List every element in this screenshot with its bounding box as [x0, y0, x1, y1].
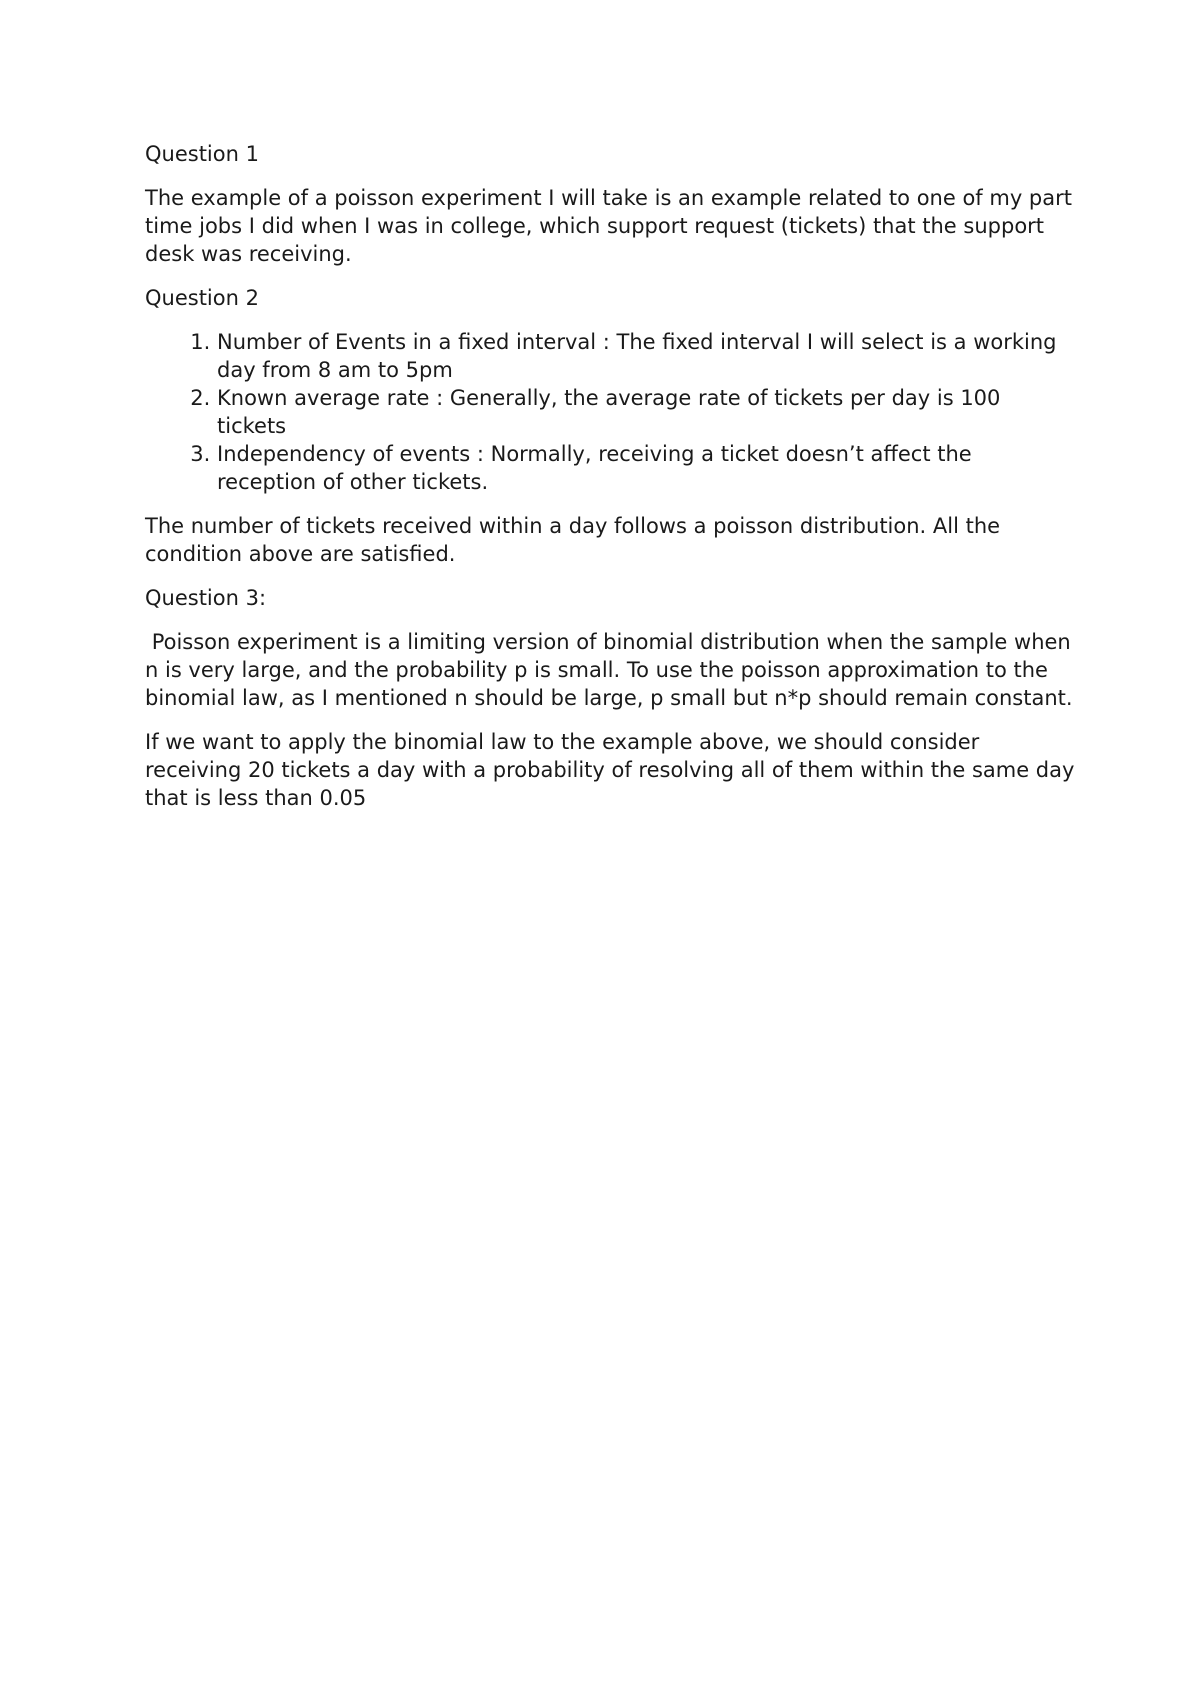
criteria-item-independency: 3. Independency of events : Normally, receiving a ticket doesn’t affect the reception of other tickets. [217, 440, 1075, 496]
question-2-heading: Question 2 [145, 286, 259, 310]
question-3-paragraph-2: If we want to apply the binomial law to the example above, we should consider receiving 20 tickets a day with a probability of resolving all of them within the same day that is less than 0.05 [145, 730, 1075, 810]
criteria-item-average-rate: 2. Known average rate : Generally, the average rate of tickets per day is 100 tickets [217, 384, 1075, 440]
poisson-criteria-list [145, 328, 1075, 496]
question-1-heading: Question 1 [145, 142, 259, 166]
question-1-body: The example of a poisson experiment I will take is an example related to one of my part time jobs I did when I was in college, which support request (tickets) that the support desk was receiving. [145, 186, 1072, 266]
document-page [145, 140, 1078, 828]
question-2-conclusion: The number of tickets received within a day follows a poisson distribution. All the condition above are satisfied. [145, 514, 1001, 566]
question-3-paragraph-1: Poisson experiment is a limiting version of binomial distribution when the sample when n is very large, and the probability p is small. To use the poisson approximation to the binomial law, as I mentioned n should be large, p small but n*p should remain constant. [145, 630, 1078, 710]
criteria-item-fixed-interval: 1. Number of Events in a fixed interval : The fixed interval I will select is a working day from 8 am to 5pm [217, 328, 1075, 384]
question-3-heading: Question 3: [145, 586, 267, 610]
